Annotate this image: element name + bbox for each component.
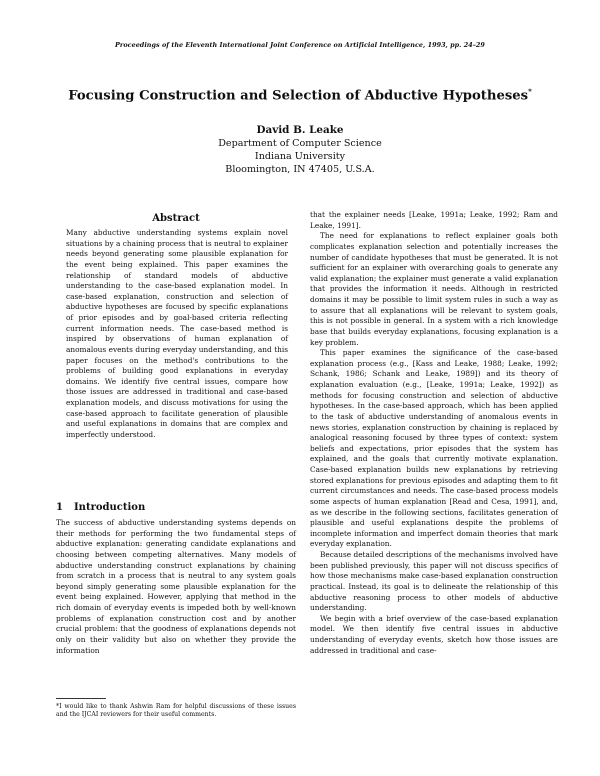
footnote: *I would like to thank Ashwin Ram for helpful discussions of these issues and the IJCAI reviewers for their useful comments. <box>56 703 296 719</box>
running-head: Proceedings of the Eleventh International Joint Conference on Artificial Intelligence, 1993, pp. 24–29 <box>115 41 485 49</box>
author-block <box>0 124 600 176</box>
paragraph: This paper examines the significance of the case-based explanation process (e.g., [Kass and Leake, 1988; Leake, 1992; Schank, 1986; Schank and Leake, 1989]) and its theory of explanation evaluation (e.g., [Leake, 1991a; Leake, 1992]) as methods for focusing construction and selection of abductive hypotheses. In the case-based approach, which has been applied to the task of abductive understanding of anomalous events in news stories, explanation construction by chaining is replaced by analogical reasoning focused by three types of context: system beliefs and expectations, prior episodes that the system has explained, and the goals that currently motivate explanation. Case-based explanation builds new explanations by retrieving stored explanations for previous episodes and adapting them to fit current circumstances and needs. The case-based process models some aspects of human explanation [Read and Cesa, 1991], and, as we describe in the following sections, facilitates generation of plausible and useful explanations despite the problems of incomplete information and imperfect domain theories that mark everyday explanation. <box>310 348 558 549</box>
author-department: Department of Computer Science <box>218 138 382 149</box>
footnote-rule <box>56 698 106 699</box>
title-footnote-marker: * <box>528 87 532 96</box>
paragraph: Because detailed descriptions of the mechanisms involved have been published previously, this paper will not discuss specifics of how those mechanisms make case-based explanation construction practical. Instead, its goal is to delineate the relationship of this abductive reasoning process to other models of abductive understanding. <box>310 550 558 613</box>
author-name: David B. Leake <box>256 124 344 136</box>
author-address: Bloomington, IN 47405, U.S.A. <box>225 164 375 175</box>
section-number: 1 <box>56 502 63 513</box>
section-title: Introduction <box>74 502 146 513</box>
section-heading <box>56 502 296 513</box>
right-column <box>310 210 558 656</box>
paper-title <box>0 87 600 103</box>
abstract-body: Many abductive understanding systems explain novel situations by a chaining process that is neutral to explainer needs beyond generating some plausible explanation for the event being explained. This paper examines the relationship of standard models of abductive understanding to the case-based explanation model. In case-based explanation, construction and selection of abductive hypotheses are focused by specific explanations of prior episodes and by goal-based criteria reflecting current information needs. The case-based method is inspired by observations of human explanation of anomalous events during everyday understanding, and this paper focuses on the method's contributions to the problems of building good explanations in everyday domains. We identify five central issues, compare how those issues are addressed in traditional and case-based explanation models, and discuss motivations for using the case-based approach to facilitate generation of plausible and useful explanations in domains that are complex and imperfectly understood. <box>66 228 288 439</box>
intro-body: The success of abductive understanding systems depends on their methods for performing the two fundamental steps of abductive explanation: generating candidate explanations and choosing between competing alternatives. Many models of abductive understanding construct explanations by chaining from scratch in a process that is neutral to any system goals beyond simply generating some plausible explanation for the event being explained. However, applying that method in the rich domain of everyday events is impeded both by well-known problems of explanation construction cost and by another crucial problem: that the goodness of explanations depends not only on their validity but also on whether they provide the information <box>56 518 296 655</box>
title-text: Focusing Construction and Selection of Abductive Hypotheses <box>68 88 529 104</box>
paragraph: We begin with a brief overview of the case-based explanation model. We then identify five central issues in abductive understanding of everyday events, sketch how those issues are addressed in traditional and case- <box>310 613 558 655</box>
author-university: Indiana University <box>254 151 346 162</box>
paragraph: The need for explanations to reflect explainer goals both complicates explanation selection and potentially increases the number of candidate hypotheses that must be generated. It is not sufficient for an explainer with overarching goals to generate any valid explanation; the explainer must generate a valid explanation that provides the information it needs. Although in restricted domains it may be possible to limit system rules in such a way as to assure that all explanations will be relevant to system goals, this is not possible in general. In a system with a rich knowledge base that builds everyday explanations, focusing explanation is a key problem. <box>310 231 558 347</box>
paragraph: that the explainer needs [Leake, 1991a; Leake, 1992; Ram and Leake, 1991]. <box>310 210 558 230</box>
abstract-heading: Abstract <box>152 213 200 224</box>
